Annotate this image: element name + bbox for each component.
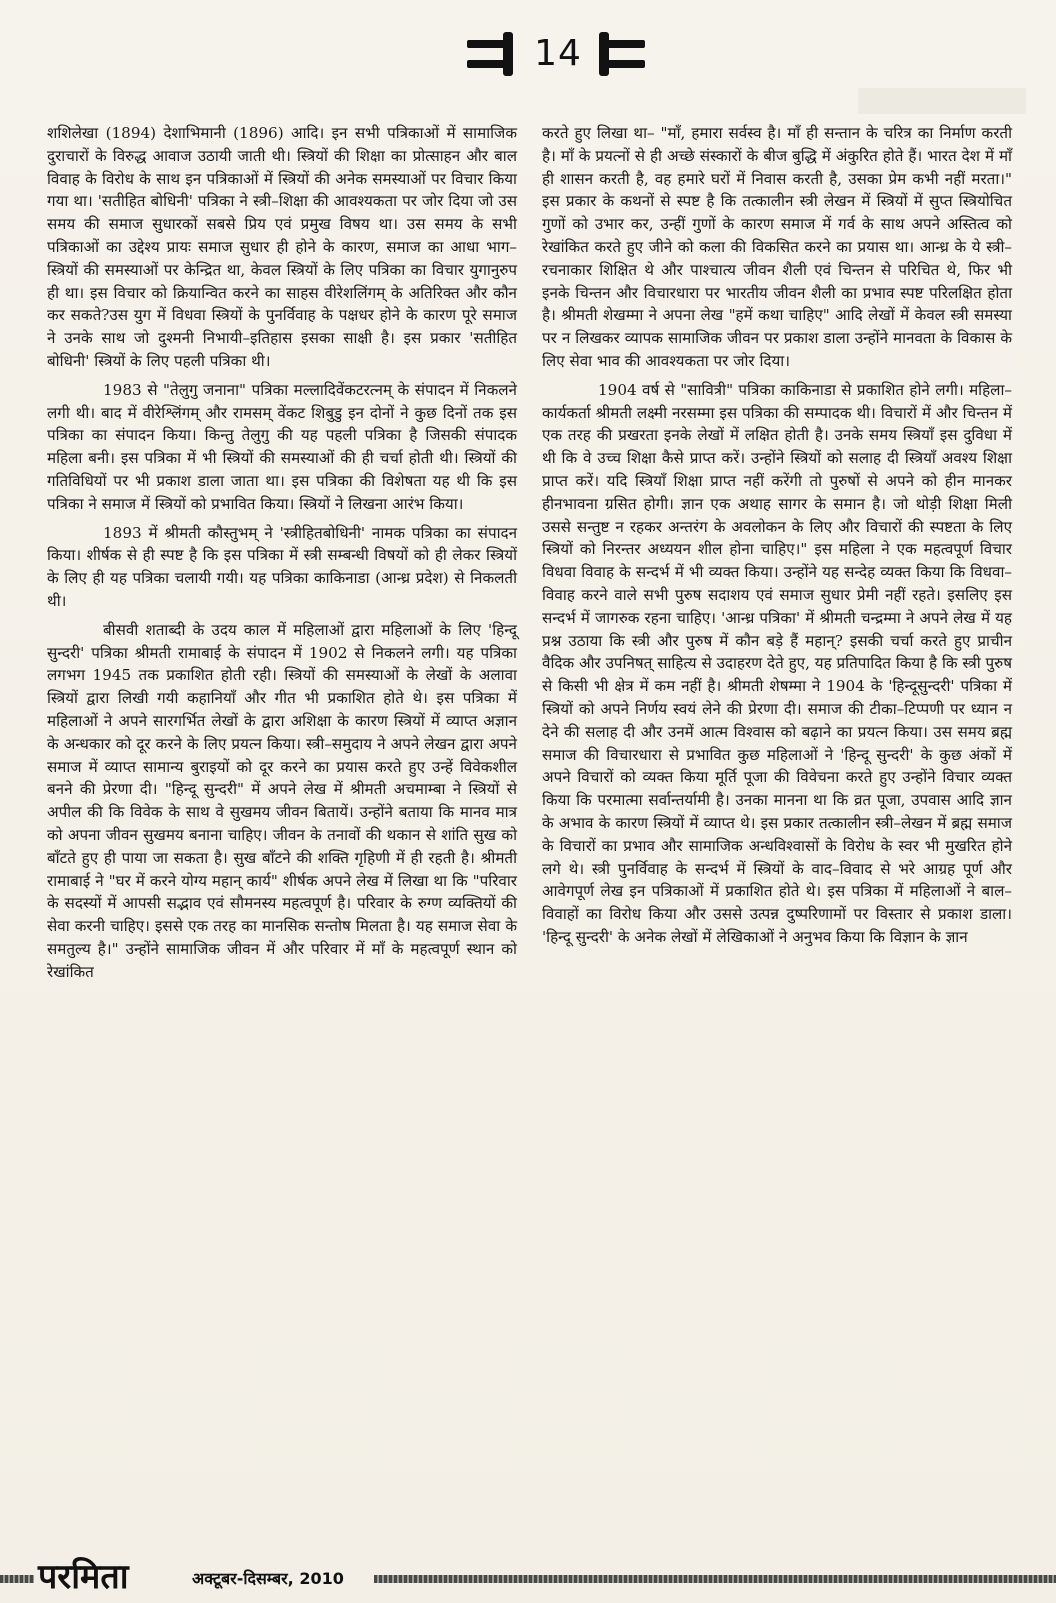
page-header [0,18,1056,88]
magazine-brand: परमिता [38,1557,129,1597]
faded-print-artifact [858,88,1026,114]
paragraph: 1983 से "तेलुगु जनाना" पत्रिका मल्लादिवेंकटरत्नम् के संपादन में निकलने लगी थी। बाद में वीरेश्लिंगम् और रामसम् वेंकट शिबुडु इन दोनों ने कुछ दिनों तक इस पत्रिका का संपादन किया। किन्तु तेलुगु की यह पहली पत्रिका है जिसकी संपादक महिला बनी। इस पत्रिका में भी स्त्रियों की समस्याओं की ही चर्चा होती थी। स्त्रियों की गतिविधियों पर भी प्रकाश डाला जाता था। इस पत्रिका की विशेषता यह थी कि इस पत्रिका ने समाज में स्त्रियों को प्रभावित किया। स्त्रियों ने लिखना आरंभ किया। [47,380,517,513]
footer-rule [374,1575,1056,1583]
paragraph: 1893 में श्रीमती कौस्तुभम् ने 'स्त्रीहितबोधिनी' नामक पत्रिका का संपादन किया। शीर्षक से ही स्पष्ट है कि इस पत्रिका में स्त्री सम्बन्धी विषयों को ही लेकर स्त्रियों के लिए ही यह पत्रिका चलायी गयी। यह पत्रिका काकिनाडा (आन्ध्र प्रदेश) से निकलती थी। [47,523,517,610]
issue-date: अक्टूबर-दिसम्बर, 2010 [192,1569,344,1588]
paragraph: शशिलेखा (1894) देशाभिमानी (1896) आदि। इन सभी पत्रिकाओं में सामाजिक दुराचारों के विरुद्ध आवाज उठायी जाती थी। स्त्रियों की शिक्षा का प्रोत्साहन और बाल विवाह के विरोध के साथ इन पत्रिकाओं में स्त्रियों की अनेक समस्याओं पर विचार किया गया था। 'सतीहित बोधिनी' पत्रिका ने स्त्री–शिक्षा की आवश्यकता पर जोर दिया जो उस समय की समाज सुधारकों सबसे प्रिय एवं प्रमुख विषय था। उस समय के सभी पत्रिकाओं का उद्देश्य प्रायः समाज सुधार ही होने के कारण, समाज का आधा भाग–स्त्रियों की समस्याओं पर केन्द्रित था, केवल स्त्रियों के लिए पत्रिका का विचार युगानुरुप ही था। इस विचार को क्रियान्वित करने का साहस वीरेशलिंगम् के अतिरिक्त और कौन कर सकते?उस युग में विधवा स्त्रियों के पुनर्विवाह के पक्षधर होने के कारण पूरे समाज ने उनके साथ जो दुश्मनी निभायी–इतिहास इसका साक्षी है। इस प्रकार 'सतीहित बोधिनी' स्त्रियों के लिए पहली पत्रिका थी। [47,124,517,370]
paragraph: करते हुए लिखा था– "माँ, हमारा सर्वस्व है। माँ ही सन्तान के चरित्र का निर्माण करती है। माँ के प्रयत्नों से ही अच्छे संस्कारों के बीज बुद्धि में अंकुरित होते हैं। भारत देश में माँ ही शासन करती है, वह हमारे घरों में निवास करती है, उसका प्रेम कभी नहीं मरता।" इस प्रकार के कथनों से स्पष्ट है कि तत्कालीन स्त्री लेखन में स्त्रियों में सुप्त स्त्रियोचित गुणों को उभार कर, उन्हीं गुणों के कारण समाज में गर्व के साथ अपने अस्तित्व को रेखांकित करते हुए जीने को कला की विकसित करने का प्रयास था। आन्ध्र के ये स्त्री–रचनाकार शिक्षित थे और पाश्चात्य जीवन शैली एवं चिन्तन से परिचित थे, फिर भी इनके चिन्तन और विचारधारा पर भारतीय जीवन शैली का प्रभाव स्पष्ट परिलक्षित होता है। श्रीमती शेखम्मा ने अपना लेख "हमें कथा चाहिए" आदि लेखों में केवल स्त्री समस्या पर न लिखकर व्यापक सामाजिक जीवन पर प्रकाश डाला उन्होंने मानवता के विकास के लिए सेवा भाव की आवश्यकता पर जोर दिया। [542,124,1012,370]
right-bracket-icon [599,32,645,76]
paragraph: 1904 वर्ष से "सावित्री" पत्रिका काकिनाडा से प्रकाशित होने लगी। महिला–कार्यकर्ता श्रीमती लक्ष्मी नरसम्मा इस पत्रिका की सम्पादक थी। विचारों में और चिन्तन में एक तरह की प्रखरता इनके लेखों में लक्षित होती है। उनके समय स्त्रियाँ इस दुविधा में थी कि वे उच्च शिक्षा कैसे प्राप्त करें। उन्होंने स्त्रियों को सलाह दी स्त्रियाँ अवश्य शिक्षा प्राप्त करें। यदि स्त्रियाँ शिक्षा प्राप्त नहीं करेंगी तो पुरुषों से अपने को हीन मानकर हीनभावना ग्रसित होगी। ज्ञान एक अथाह सागर के समान है। जो थोड़ी शिक्षा मिली उससे सन्तुष्ट न रहकर अन्तरंग के अवलोकन के लिए और विचारों की स्पष्टता के लिए स्त्रियों को निरन्तर अध्ययन शील होना चाहिए।" इस महिला ने एक महत्वपूर्ण विचार विधवा विवाह के सन्दर्भ में भी व्यक्त किया। उन्होंने यह सन्देह व्यक्त किया कि विधवा–विवाह करने वाले सभी पुरुष सदाशय एवं समाज सुधार प्रेमी नहीं रहते। इसलिए इस सन्दर्भ में जागरुक रहना चाहिए। 'आन्ध्र पत्रिका' में श्रीमती चन्द्रम्मा ने अपने लेख में यह प्रश्न उठाया कि स्त्री और पुरुष में कौन बड़े हैं महान्? इसकी चर्चा करते हुए प्राचीन वैदिक और उपनिषत् साहित्य से उदाहरण देते हुए, यह प्रतिपादित किया है कि स्त्री पुरुष से किसी भी क्षेत्र में कम नहीं है। श्रीमती शेषम्मा ने 1904 के 'हिन्दूसुन्दरी' पत्रिका में स्त्रियों को अपने निर्णय स्वयं लेने की प्रेरणा दी। समाज की टीका–टिप्पणी पर ध्यान न देने की सलाह दी और उनमें आत्म विश्वास को बढ़ाने का प्रयत्न किया। उस समय ब्रह्म समाज की विचारधारा से प्रभावित कुछ महिलाओं ने 'हिन्दू सुन्दरी' के कुछ अंकों में अपने विचारों को व्यक्त किया मूर्ति पूजा की विवेचना करते हुए उन्होंने विचार व्यक्त किया कि परमात्मा सर्वान्तर्यामी है। उनका मानना था कि व्रत पूजा, उपवास आदि ज्ञान के अभाव के कारण स्त्रियों में व्याप्त थे। इस प्रकार तत्कालीन स्त्री–लेखन में ब्रह्म समाज के विचारों का प्रभाव और सामाजिक अन्धविश्वासों के विरोध के स्वर भी मुखरित होने लगे थे। स्त्री पुनर्विवाह के सन्दर्भ में स्त्रियों के वाद–विवाद से भरे आग्रह पूर्ण और आवेगपूर्ण लेख इन पत्रिकाओं में प्रकाशित होते थे। इस पत्रिका में महिलाओं ने बाल–विवाहों का विरोध किया और उससे उत्पन्न दुष्परिणामों पर विस्तार से प्रकाश डाला। 'हिन्दू सुन्दरी' के अनेक लेखों में लेखिकाओं ने अनुभव किया कि विज्ञान के ज्ञान [542,380,1012,946]
page-number-ornament [467,24,647,84]
page-footer [0,1553,1056,1603]
page-number: 14 [534,33,582,74]
paragraph: बीसवी शताब्दी के उदय काल में महिलाओं द्वारा महिलाओं के लिए 'हिन्दू सुन्दरी' पत्रिका श्रीमती रामाबाई के संपादन में 1902 से निकलने लगी। यह पत्रिका लगभग 1945 तक प्रकाशित होती रही। स्त्रियों की समस्याओं के लेखों के अलावा स्त्रियों द्वारा लिखी गयी कहानियाँ और गीत भी प्रकाशित होते थे। इस पत्रिका में महिलाओं ने अपने सारगर्भित लेखों के द्वारा अशिक्षा के कारण स्त्रियों में व्याप्त अज्ञान के अन्धकार को दूर करने के लिए प्रयत्न किया। स्त्री–समुदाय ने अपने लेखन द्वारा अपने समाज में व्याप्त सामान्य बुराइयों को दूर करने का प्रयास करते हुए उन्हें विवेकशील बनने की प्रेरणा दी। "हिन्दू सुन्दरी" में अपने लेख में श्रीमती अचमाम्बा ने स्त्रियों से अपील की कि विवेक के साथ वे सुखमय जीवन बितायें। उन्होंने बताया कि मानव मात्र को अपना जीवन सुखमय बनाना चाहिए। जीवन के तनावों की थकान से शांति सुख को बाँटते हुए ही पाया जा सकता है। सुख बाँटने की शक्ति गृहिणी में ही रहती है। श्रीमती रामाबाई ने "घर में करने योग्य महान् कार्य" शीर्षक अपने लेख में लिखा था कि "परिवार के सदस्यों में आपसी सद्भाव एवं सौमनस्य महत्वपूर्ण है। परिवार के रुग्ण व्यक्तियों की सेवा करनी चाहिए। इससे एक तरह का मानसिक सन्तोष मिलता है। यह समाज सेवा के समतुल्य है।" उन्होंने सामाजिक जीवन में और परिवार में माँ के महत्वपूर्ण स्थान को रेखांकित [47,620,517,981]
footer-rule [0,1575,34,1583]
left-bracket-icon [467,32,513,76]
left-column [47,122,517,989]
right-column [542,122,1012,955]
